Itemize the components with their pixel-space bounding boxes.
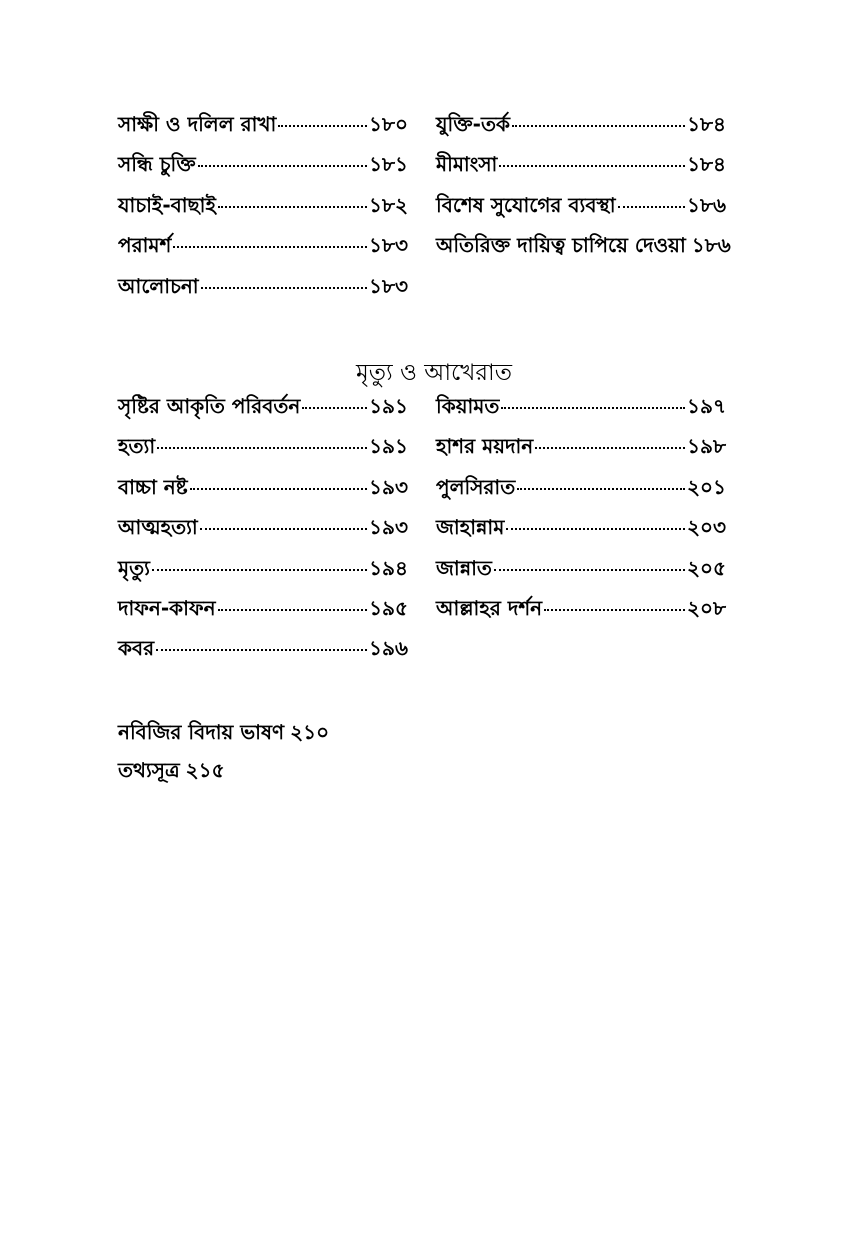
toc-entry-page: ১৯১ xyxy=(369,394,408,418)
toc-entry xyxy=(436,392,726,432)
toc-entry-label: সৃষ্টির আকৃতি পরিবর্তন xyxy=(118,394,301,418)
toc-entry-label: পুলসিরাত xyxy=(436,474,516,499)
toc-entry-label: জান্নাত xyxy=(436,555,492,580)
toc-entry-label: দাফন-কাফন xyxy=(118,595,216,620)
toc-entry-page: ১৮৪ xyxy=(687,112,726,136)
dot-leader xyxy=(517,488,685,490)
toc-entry-page: ২০১ xyxy=(687,474,726,499)
dot-leader xyxy=(200,528,367,530)
toc-entry-label: অতিরিক্ত দায়িত্ব চাপিয়ে দেওয়া xyxy=(436,233,686,258)
section-heading: মৃত্যু ও আখেরাত xyxy=(355,360,512,386)
toc-entry xyxy=(436,191,726,231)
dot-leader xyxy=(302,407,367,409)
toc-entry-label: হত্যা xyxy=(118,434,156,459)
toc-entry-label: আত্মহত্যা xyxy=(118,515,198,540)
toc-entry-page: ১৮৪ xyxy=(687,152,726,177)
toc-entry xyxy=(436,432,726,472)
toc-entry-label: কিয়ামত xyxy=(436,394,500,418)
toc-column-left xyxy=(118,392,408,675)
toc-entry-page: ১৮০ xyxy=(369,112,408,136)
dot-leader xyxy=(190,488,367,490)
toc-entry-page: ১৮৬ xyxy=(687,192,726,217)
toc-entry-label: বাচ্চা নষ্ট xyxy=(118,474,188,499)
toc-entry xyxy=(118,392,408,432)
toc-entry xyxy=(118,150,408,190)
toc-footer xyxy=(118,718,726,794)
dot-leader xyxy=(218,609,368,611)
toc-column-left xyxy=(118,110,408,312)
toc-entry xyxy=(118,110,408,150)
toc-entry-label: আল্লাহর দর্শন xyxy=(436,595,543,620)
toc-entry-label: হাশর ময়দান xyxy=(436,434,534,459)
toc-entry xyxy=(118,432,408,472)
toc-entry-page: ১৯৩ xyxy=(369,474,408,499)
dot-leader xyxy=(152,569,367,571)
dot-leader xyxy=(501,407,685,409)
dot-leader xyxy=(218,206,367,208)
toc-entry-label: তথ্যসূত্র xyxy=(118,758,180,782)
toc-entry-label: কবর xyxy=(118,636,155,661)
toc-entry xyxy=(436,594,726,634)
toc-entry-page: ২০৫ xyxy=(687,555,726,580)
toc-entry xyxy=(436,231,731,271)
toc-footer-entry xyxy=(118,756,726,794)
toc-entry-page: ১৯৭ xyxy=(687,394,726,418)
toc-column-right xyxy=(436,110,731,312)
dot-leader xyxy=(198,165,367,167)
toc-entry xyxy=(436,473,726,513)
toc-entry-page: ১৮৩ xyxy=(369,233,408,258)
toc-entry xyxy=(118,594,408,634)
dot-leader xyxy=(173,246,367,248)
toc-entry-page: ১৯৩ xyxy=(369,515,408,540)
toc-entry-page: ১৮২ xyxy=(369,192,408,217)
toc-entry xyxy=(118,231,408,271)
toc-entry-page: ১৮৩ xyxy=(369,273,408,298)
toc-entry-label: সন্ধি চুক্তি xyxy=(118,152,196,177)
toc-entry-label: যুক্তি-তর্ক xyxy=(436,112,510,136)
toc-entry xyxy=(118,513,408,553)
toc-entry-label: মীমাংসা xyxy=(436,152,498,177)
dot-leader xyxy=(499,165,685,167)
toc-entry-label: আলোচনা xyxy=(118,273,199,298)
dot-leader xyxy=(157,447,367,449)
toc-entry-label: সাক্ষী ও দলিল রাখা xyxy=(118,112,277,136)
toc-entry-page: ২০৩ xyxy=(686,515,726,540)
toc-entry-label: মৃত্যু xyxy=(118,555,150,580)
dot-leader xyxy=(156,649,367,651)
toc-entry-page: ১৯৫ xyxy=(369,595,408,620)
toc-entry xyxy=(436,150,726,190)
toc-entry xyxy=(118,554,408,594)
toc-entry xyxy=(436,513,726,553)
toc-entry-label: নবিজির বিদায় ভাষণ xyxy=(118,720,285,744)
toc-entry-page: ১৯১ xyxy=(369,434,408,459)
toc-entry xyxy=(118,473,408,513)
toc-entry-label: যাচাই-বাছাই xyxy=(118,192,216,217)
toc-entry-page: ২১০ xyxy=(290,720,330,744)
dot-leader xyxy=(494,569,685,571)
dot-leader xyxy=(278,125,367,127)
toc-entry xyxy=(436,554,726,594)
toc-block-1 xyxy=(118,110,731,312)
toc-entry-label: পরামর্শ xyxy=(118,233,172,258)
toc-entry xyxy=(436,110,726,150)
toc-entry-page: ১৯৮ xyxy=(687,434,726,459)
dot-leader xyxy=(618,206,686,208)
dot-leader xyxy=(512,125,685,127)
toc-column-right xyxy=(436,392,726,675)
toc-footer-entry xyxy=(118,718,726,756)
dot-leader xyxy=(535,447,685,449)
toc-entry-label: বিশেষ সুযোগের ব্যবস্থা xyxy=(436,192,616,217)
toc-entry-page: ১৯৪ xyxy=(369,555,408,580)
toc-entry-label: জাহান্নাম xyxy=(436,515,505,540)
toc-entry-page: ২০৮ xyxy=(687,595,726,620)
toc-entry-page: ১৯৬ xyxy=(369,636,408,661)
toc-entry xyxy=(118,272,408,312)
toc-entry-page: ১৮১ xyxy=(369,152,408,177)
toc-entry xyxy=(118,634,408,674)
dot-leader xyxy=(201,287,367,289)
toc-entry-page: ২১৫ xyxy=(185,758,225,782)
dot-leader xyxy=(506,528,685,530)
toc-block-2 xyxy=(118,392,726,675)
toc-entry-page: ১৮৬ xyxy=(691,233,731,258)
toc-entry xyxy=(118,191,408,231)
dot-leader xyxy=(544,609,685,611)
